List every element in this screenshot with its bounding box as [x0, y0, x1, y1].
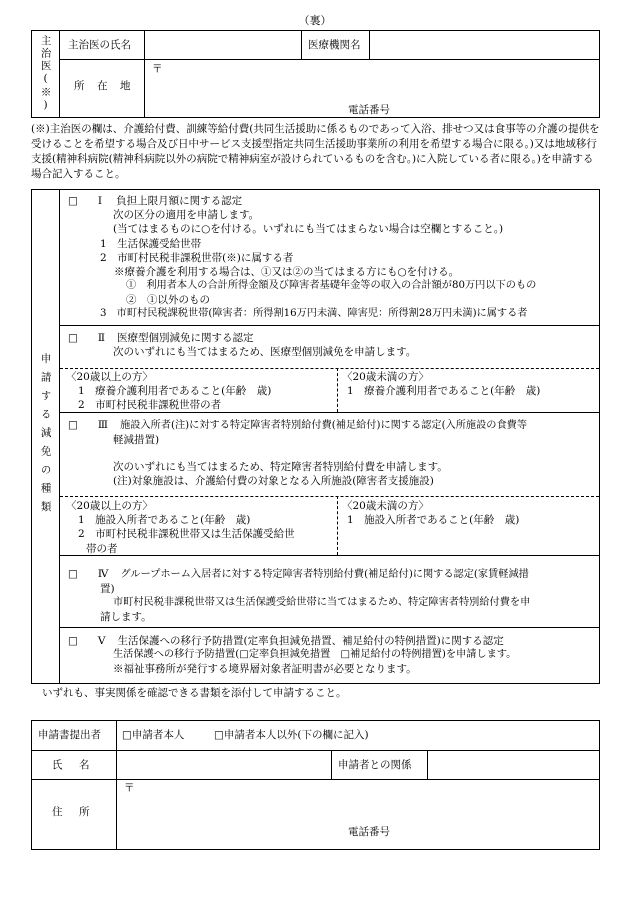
section-2-under20-1: 1 療養介護利用者であること(年齢 歳)	[347, 385, 541, 398]
section-2-over20	[66, 370, 271, 413]
section-2-over20-label: 〈20歳以上の方〉	[66, 371, 153, 383]
section-2	[60, 331, 600, 359]
physician-section	[31, 30, 600, 118]
submitter-address-label: 住 所	[52, 806, 93, 818]
section-1-item2-a: ① 利用者本人の合計所得金額及び障害者基礎年金等の収入の合計額が80万円以下のもの	[126, 280, 537, 292]
section-3-under20	[342, 499, 519, 527]
section-1-item2-note: ※療養介護を利用する場合は、①又は②の当てはまる方にも○を付ける。	[114, 265, 460, 278]
physician-name-field[interactable]	[144, 31, 302, 60]
section-1-line2: (当てはまるものに○を付ける。いずれにも当てはまらない場合は空欄とすること。)	[113, 223, 504, 236]
submitter-section	[31, 720, 600, 850]
attach-note: いずれも、事実関係を確認できる書類を添付して申請すること。	[42, 687, 347, 699]
section-5-line2: ※福祉事務所が発行する境界層対象者証明書が必要となります。	[113, 662, 417, 675]
physician-note: (※)主治医の欄は、介護給付費、訓練等給付費(共同生活援助に係るものであって入浴、排せつ又は食事等の介護の提供を受けることを希望する場合及び日中サービス支援型指定共同生活援助事業所の利用を希望する場合に限る。)又は地域移行支援(精神科病院(精神科病院以外の病院で精神病室が設けられているものを含む。)に入院している者に限る。)を申請する場合記入すること。	[31, 123, 600, 180]
institution-field[interactable]	[369, 31, 599, 60]
section-1-item3: 3 市町村民税課税世帯(障害者：所得割16万円未満、障害児：所得割28万円未満)に属する者	[100, 307, 528, 319]
section-3-title1: 施設入所者(注)に対する特定障害者特別給付費(補足給付)に関する認定(入所施設の食費等	[120, 420, 528, 431]
section-3-over20	[66, 499, 295, 556]
section-2-over20-2: 2 市町村民税非課税世帯の者	[78, 399, 222, 412]
section-4-line2: 請します。	[100, 610, 152, 623]
section-3-checkbox[interactable]: □	[68, 419, 78, 431]
submitter-relation-field[interactable]	[428, 751, 598, 778]
submitter-option-self[interactable]: □申請者本人	[122, 729, 185, 741]
physician-address-label: 所 在 地	[74, 80, 132, 92]
section-4-title2: 置)	[100, 582, 115, 595]
section-3-line1: 次のいずれにも当てはまるため、特定障害者特別給付費を申請します。	[113, 460, 448, 473]
section-2-over20-1: 1 療養介護利用者であること(年齢 歳)	[78, 385, 272, 398]
section-1-checkbox[interactable]: □	[68, 195, 78, 207]
section-3-num: Ⅲ	[97, 419, 109, 431]
section-1-num: Ⅰ	[97, 195, 103, 207]
institution-label: 医療機関名	[308, 39, 361, 51]
section-4	[60, 567, 600, 624]
submitter-label: 申請書提出者	[38, 729, 101, 741]
section-3-over20-2a: 2 市町村民税非課税世帯又は生活保護受給世	[78, 528, 295, 541]
submitter-name-field[interactable]	[117, 751, 330, 778]
section-2-checkbox[interactable]: □	[68, 332, 78, 344]
section-3	[60, 418, 600, 488]
section-4-num: Ⅳ	[97, 568, 109, 580]
section-3-line2: (注)対象施設は、介護給付費の対象となる入所施設(障害者支援施設)	[113, 475, 434, 488]
section-3-over20-1: 1 施設入所者であること(年齢 歳)	[78, 514, 251, 527]
submitter-option-other[interactable]: □申請者本人以外(下の欄に記入)	[214, 729, 369, 741]
section-5-checkbox[interactable]: □	[68, 635, 78, 647]
section-1-item2-b: ② ①以外のもの	[126, 293, 210, 306]
physician-phone-label: 電話番号	[348, 104, 390, 116]
section-4-checkbox[interactable]: □	[68, 568, 78, 580]
section-4-line1: 市町村民税非課税世帯又は生活保護受給世帯に当てはまるため、特定障害者特別給付費を申	[113, 596, 531, 608]
section-3-under20-1: 1 施設入所者であること(年齢 歳)	[347, 514, 520, 527]
section-5-title: 生活保護への移行予防措置(定率負担減免措置、補足給付の特例措置)に関する認定	[117, 635, 504, 647]
page-marker: （裏）	[298, 14, 332, 27]
section-4-title1: グループホーム入居者に対する特定障害者特別給付費(補足給付)に関する認定(家賃軽減措	[120, 569, 529, 580]
physician-side-label: 主治医(※)	[39, 35, 52, 113]
section-3-title2: 軽減措置)	[113, 433, 160, 446]
submitter-relation-label: 申請者との関係	[338, 759, 412, 771]
section-2-line1: 次のいずれにも当てはまるため、医療型個別減免を申請します。	[113, 346, 417, 359]
submitter-phone-label: 電話番号	[348, 826, 390, 838]
section-1	[60, 194, 600, 321]
section-2-num: Ⅱ	[97, 332, 106, 344]
section-5	[60, 634, 600, 676]
section-1-line1: 次の区分の適用を申請します。	[113, 209, 260, 222]
section-5-line1: 生活保護への移行予防措置(□定率負担減免措置 □補足給付の特例措置)を申請します。	[113, 649, 517, 661]
submitter-postal-mark: 〒	[124, 782, 135, 794]
reduction-side-label: 申請する減免の種類	[39, 353, 52, 520]
section-2-title: 医療型個別減免に関する認定	[117, 332, 254, 344]
physician-postal-mark: 〒	[152, 63, 163, 75]
section-1-item2: 2 市町村民税非課税世帯(※)に属する者	[100, 251, 294, 264]
section-3-over20-2b: 帯の者	[86, 542, 118, 555]
section-1-title: 負担上限月額に関する認定	[116, 195, 243, 207]
section-2-under20	[342, 370, 540, 398]
section-5-num: Ⅴ	[97, 635, 106, 647]
section-3-over20-label: 〈20歳以上の方〉	[66, 500, 153, 512]
section-2-under20-label: 〈20歳未満の方〉	[342, 371, 429, 383]
physician-name-label: 主治医の氏名	[68, 39, 131, 51]
submitter-name-label: 氏 名	[52, 759, 93, 771]
section-3-under20-label: 〈20歳未満の方〉	[342, 500, 429, 512]
section-1-item1: 1 生活保護受給世帯	[100, 237, 202, 250]
